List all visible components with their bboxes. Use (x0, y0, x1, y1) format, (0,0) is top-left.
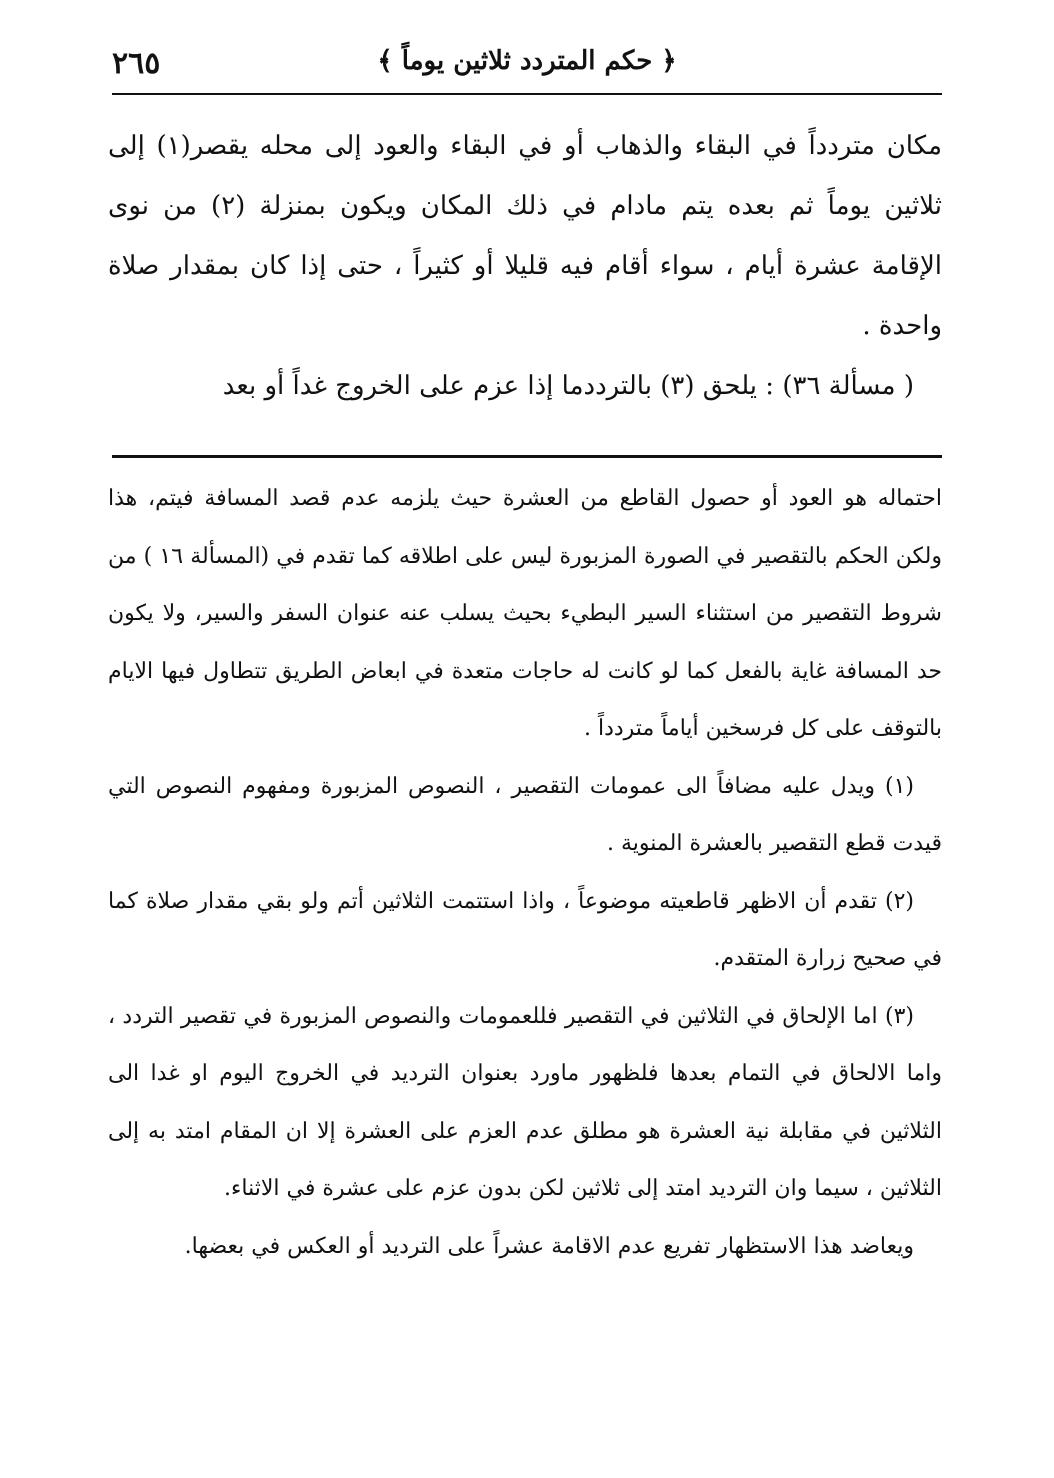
header-rule (112, 93, 942, 95)
main-text (108, 116, 942, 416)
footnote-1: (١) ويدل عليه مضافاً الى عمومات التقصير ، النصوص المزبورة ومفهوم النصوص التي قيدت قطع التقصير بالعشرة المنوية . (108, 773, 942, 856)
page-number: ٢٦٥ (112, 46, 161, 81)
footnote-continuation: احتماله هو العود أو حصول القاطع من العشرة حيث يلزمه عدم قصد المسافة فيتم، هذا ولكن الحكم بالتقصير في الصورة المزبورة ليس على اطلاقه كما تقدم في (المسألة ١٦ ) من شروط التقصير من استثناء السير البطيء بحيث يسلب عنه عنوان السفر والسير، ولا يكون حد المسافة غاية بالفعل كما لو كانت له حاجات متعدة في ابعاض الطريق تتطاول فيها الايام بالتوقف على كل فرسخين أياماً متردداً . (108, 486, 942, 741)
footnote-2: (٢) تقدم أن الاظهر قاطعيته موضوعاً ، واذا استتمت الثلاثين أتم ولو بقي مقدار صلاة كما في صحيح زرارة المتقدم. (108, 888, 942, 971)
page-header (112, 40, 942, 92)
footnote-3: (٣) اما الإلحاق في الثلاثين في التقصير فللعمومات والنصوص المزبورة في تقصير التردد ، واما الالحاق في التمام بعدها فلظهور ماورد بعنوان الترديد في الخروج اليوم او غدا الى الثلاثين في مقابلة نية العشرة هو مطلق عدم العزم على العشرة إلا ان المقام امتد به إلى الثلاثين ، سيما وان الترديد امتد إلى ثلاثين لكن بدون عزم على عشرة في الاثناء. (108, 1003, 942, 1201)
issue-36: ( مسألة ٣٦) : يلحق (٣) بالترددما إذا عزم على الخروج غداً أو بعد (222, 371, 914, 401)
running-title: ﴿ حكم المتردد ثلاثين يوماً ﴾ (377, 46, 677, 76)
footnote-rule (112, 455, 942, 458)
footnotes (108, 470, 942, 1275)
main-paragraph: مكان متردداً في البقاء والذهاب أو في البقاء والعود إلى محله يقصر(١) إلى ثلاثين يوماً ثم بعده يتم مادام في ذلك المكان ويكون بمنزلة (٢) من نوى الإقامة عشرة أيام ، سواء أقام فيه قليلا أو كثيراً ، حتى إذا كان بمقدار صلاة واحدة . (108, 131, 942, 341)
footnote-3-continuation: ويعاضد هذا الاستظهار تفريع عدم الاقامة عشراً على الترديد أو العكس في بعضها. (184, 1233, 914, 1259)
